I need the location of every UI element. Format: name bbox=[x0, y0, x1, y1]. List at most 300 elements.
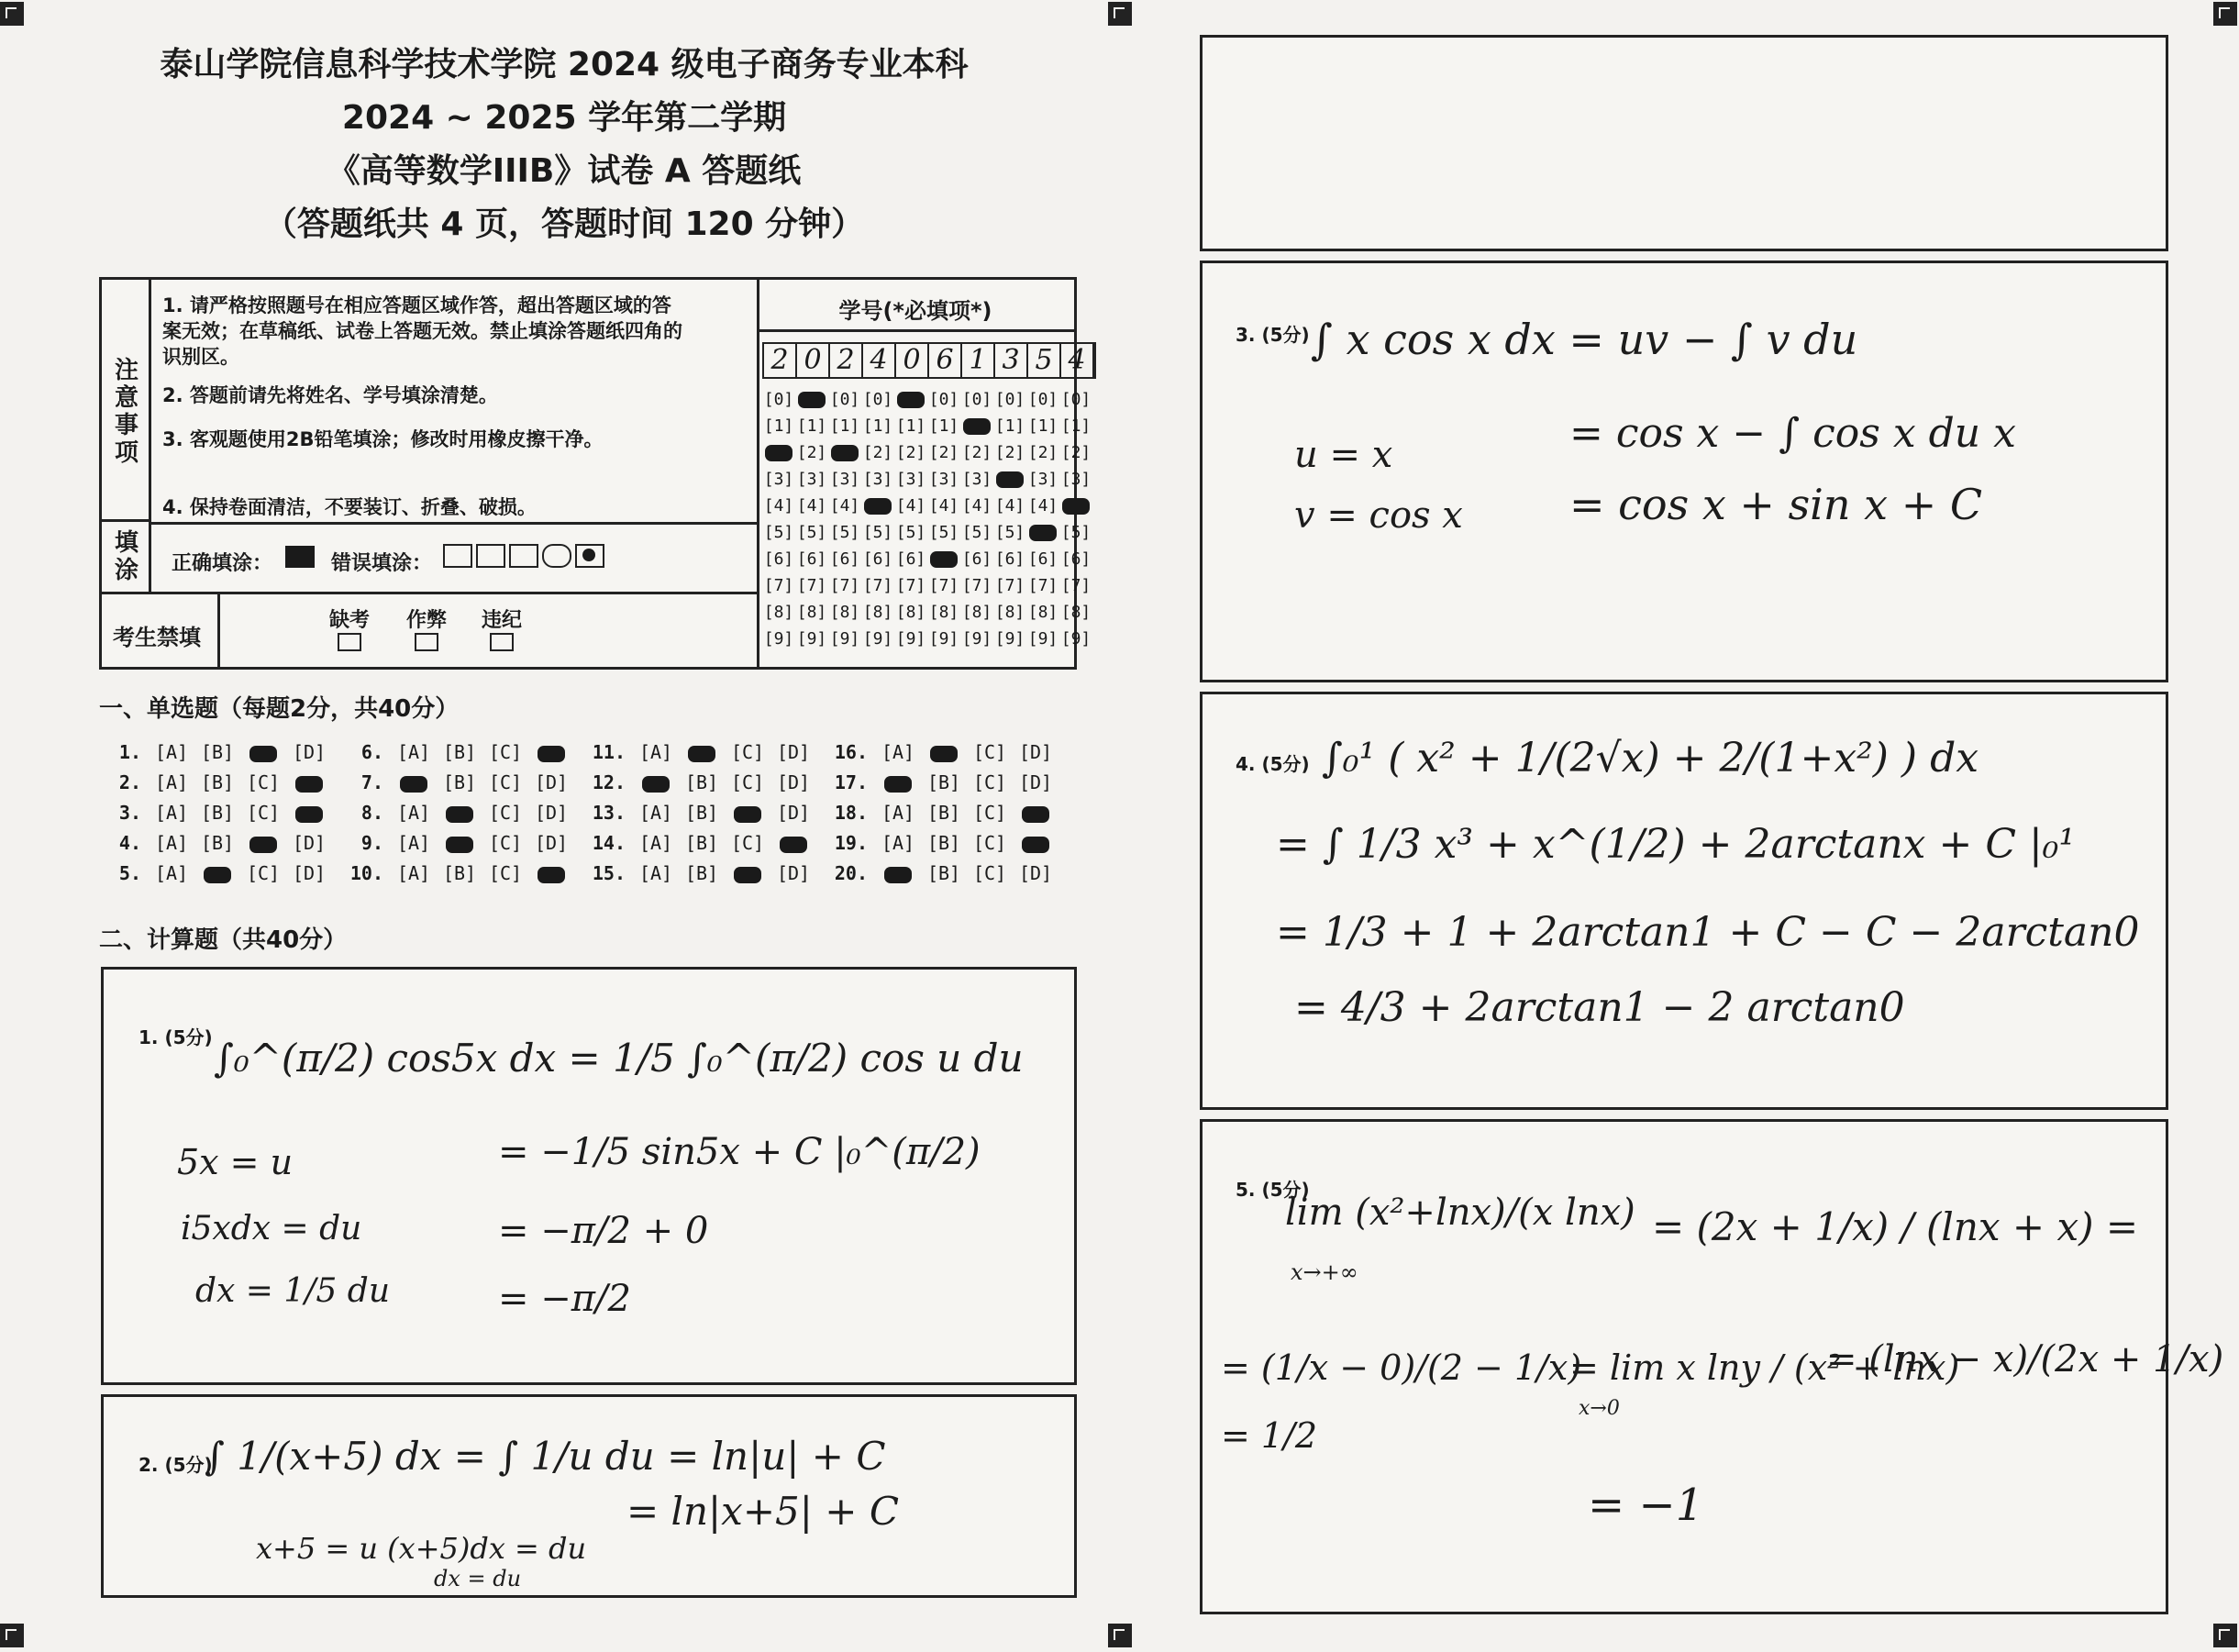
answer-sheet-page-2 bbox=[1119, 0, 2239, 1652]
exam-title-line3: 《高等数学IIIB》试卷 A 答题纸 bbox=[327, 152, 802, 190]
blank-answer-box[interactable] bbox=[1200, 35, 2168, 251]
q3-line: v = cos x bbox=[1294, 494, 1463, 537]
id-bubble[interactable]: [1] bbox=[928, 416, 959, 436]
id-bubble[interactable]: [1] bbox=[994, 416, 1025, 436]
id-bubble[interactable]: [5] bbox=[1060, 523, 1092, 542]
id-bubble-filled[interactable] bbox=[960, 413, 993, 439]
mcq-question-1 bbox=[101, 741, 343, 763]
id-bubble[interactable]: [5] bbox=[862, 523, 893, 542]
id-bubble[interactable]: [7] bbox=[928, 576, 959, 595]
mcq-option[interactable]: [D] bbox=[776, 862, 811, 884]
mcq-option-filled[interactable] bbox=[875, 771, 921, 793]
mcq-option[interactable]: [D] bbox=[776, 802, 811, 824]
q5-line: lim (x²+lnx)/(x lnx) bbox=[1285, 1192, 1635, 1234]
mcq-question-12 bbox=[585, 771, 827, 793]
mcq-option[interactable]: [A] bbox=[154, 862, 189, 884]
mcq-option-filled[interactable] bbox=[240, 741, 286, 763]
mcq-option[interactable]: [A] bbox=[638, 832, 673, 854]
id-bubble[interactable]: [4] bbox=[796, 496, 827, 516]
id-bubble[interactable]: [7] bbox=[895, 576, 926, 595]
mcq-number: 20. bbox=[834, 862, 868, 884]
id-bubble[interactable]: [7] bbox=[796, 576, 827, 595]
mcq-row bbox=[101, 771, 1070, 793]
id-bubble[interactable]: [7] bbox=[763, 576, 794, 595]
mcq-option[interactable]: [C] bbox=[246, 802, 281, 824]
id-bubble[interactable]: [9] bbox=[895, 629, 926, 649]
mcq-number: 17. bbox=[834, 771, 868, 793]
mcq-option-filled[interactable] bbox=[528, 741, 574, 763]
mcq-row bbox=[101, 832, 1070, 854]
student-id-digit: 4 bbox=[863, 344, 896, 377]
mcq-option[interactable]: [D] bbox=[292, 832, 327, 854]
id-bubble[interactable]: [8] bbox=[928, 603, 959, 622]
q1-line: 5x = u bbox=[177, 1142, 294, 1182]
mcq-number: 11. bbox=[592, 741, 626, 763]
mcq-option[interactable]: [C] bbox=[730, 771, 765, 793]
mcq-option-filled[interactable] bbox=[725, 862, 770, 884]
mcq-option[interactable]: [B] bbox=[200, 832, 235, 854]
forbidden-label: 考生禁填 bbox=[113, 625, 201, 650]
student-id-digit: 4 bbox=[1061, 344, 1094, 377]
mcq-option[interactable]: [C] bbox=[730, 741, 765, 763]
q5-line: = (2x + 1/x) / (lnx + x) = bbox=[1652, 1204, 2139, 1249]
cheat-checkbox[interactable] bbox=[415, 633, 438, 651]
q5-line: x→0 bbox=[1579, 1397, 1620, 1420]
mcq-question-7 bbox=[343, 771, 585, 793]
id-bubble[interactable]: [1] bbox=[1060, 416, 1092, 436]
mcq-option[interactable]: [A] bbox=[881, 741, 915, 763]
cheat-label: 作弊 bbox=[406, 609, 448, 632]
id-bubble[interactable]: [8] bbox=[961, 603, 992, 622]
q5-line: = 1/2 bbox=[1221, 1415, 1318, 1456]
mcq-number: 15. bbox=[592, 862, 626, 884]
corner-marker-icon bbox=[1108, 1624, 1132, 1647]
mcq-option[interactable]: [C] bbox=[246, 771, 281, 793]
mcq-option-filled[interactable] bbox=[921, 741, 967, 763]
q4-line: ∫₀¹ ( x² + 1/(2√x) + 2/(1+x²) ) dx bbox=[1322, 735, 1979, 782]
mcq-option[interactable]: [B] bbox=[684, 832, 719, 854]
id-bubble[interactable]: [5] bbox=[763, 523, 794, 542]
section1-title: 一、单选题（每题2分，共40分） bbox=[99, 695, 460, 723]
id-bubble[interactable]: [6] bbox=[796, 549, 827, 569]
q4-label: 4. (5分) bbox=[1236, 753, 1310, 775]
notice-item-3: 3. 客观题使用2B铅笔填涂；修改时用橡皮擦干净。 bbox=[162, 428, 604, 450]
id-bubble[interactable]: [2] bbox=[1060, 443, 1092, 462]
mcq-question-6 bbox=[343, 741, 585, 763]
id-bubble[interactable]: [3] bbox=[928, 470, 959, 489]
id-bubble[interactable]: [2] bbox=[994, 443, 1025, 462]
mcq-option[interactable]: [D] bbox=[292, 741, 327, 763]
id-bubble[interactable]: [3] bbox=[829, 470, 860, 489]
mcq-option-filled[interactable] bbox=[633, 771, 679, 793]
id-bubble-filled[interactable] bbox=[1059, 493, 1092, 519]
mcq-option[interactable]: [A] bbox=[396, 832, 431, 854]
mcq-option-filled[interactable] bbox=[391, 771, 437, 793]
id-bubble[interactable]: [6] bbox=[1060, 549, 1092, 569]
q5-line: x→+∞ bbox=[1291, 1259, 1358, 1285]
mcq-option-filled[interactable] bbox=[1013, 802, 1059, 824]
section2-title: 二、计算题（共40分） bbox=[99, 926, 348, 954]
mcq-number: 2. bbox=[118, 771, 141, 793]
mcq-option[interactable]: [C] bbox=[972, 802, 1007, 824]
mcq-option[interactable]: [B] bbox=[926, 802, 961, 824]
id-bubble[interactable]: [0] bbox=[1027, 390, 1059, 409]
mcq-row bbox=[101, 802, 1070, 824]
mcq-option[interactable]: [D] bbox=[776, 741, 811, 763]
mcq-option[interactable]: [B] bbox=[200, 771, 235, 793]
mcq-option[interactable]: [A] bbox=[638, 741, 673, 763]
mcq-question-16 bbox=[827, 741, 1070, 763]
mcq-number: 14. bbox=[592, 832, 626, 854]
id-bubble[interactable]: [0] bbox=[928, 390, 959, 409]
id-bubble[interactable]: [9] bbox=[928, 629, 959, 649]
mcq-option[interactable]: [C] bbox=[972, 832, 1007, 854]
mcq-option[interactable]: [C] bbox=[972, 741, 1007, 763]
mcq-option[interactable]: [A] bbox=[154, 771, 189, 793]
id-bubble[interactable]: [0] bbox=[763, 390, 794, 409]
q1-answer-box[interactable] bbox=[101, 967, 1077, 1385]
id-bubble[interactable]: [0] bbox=[994, 390, 1025, 409]
q1-line: dx = 1/5 du bbox=[195, 1272, 391, 1310]
mcq-option[interactable]: [D] bbox=[534, 771, 569, 793]
id-bubble[interactable]: [3] bbox=[763, 470, 794, 489]
student-id-digit: 5 bbox=[1028, 344, 1061, 377]
absent-option[interactable] bbox=[329, 604, 370, 657]
id-bubble[interactable]: [4] bbox=[763, 496, 794, 516]
id-bubble[interactable]: [8] bbox=[829, 603, 860, 622]
mcq-option[interactable]: [D] bbox=[534, 832, 569, 854]
id-bubble-filled[interactable] bbox=[927, 546, 960, 572]
mcq-option[interactable]: [B] bbox=[684, 771, 719, 793]
mcq-question-18 bbox=[827, 802, 1070, 824]
id-bubble[interactable]: [2] bbox=[928, 443, 959, 462]
id-bubble[interactable]: [7] bbox=[1060, 576, 1092, 595]
mcq-option[interactable]: [B] bbox=[926, 771, 961, 793]
mcq-number: 16. bbox=[834, 741, 868, 763]
answer-sheet-page-1 bbox=[0, 0, 1119, 1652]
q5-line: = (1/x − 0)/(2 − 1/x) bbox=[1221, 1347, 1582, 1388]
violation-label: 违纪 bbox=[482, 609, 523, 632]
mcq-number: 7. bbox=[360, 771, 383, 793]
mcq-option[interactable]: [A] bbox=[396, 862, 431, 884]
mcq-question-5 bbox=[101, 862, 343, 884]
mcq-question-13 bbox=[585, 802, 827, 824]
wrong-fill-label: 错误填涂： bbox=[331, 552, 433, 575]
id-bubble[interactable]: [8] bbox=[1060, 603, 1092, 622]
q2-label: 2. (5分) bbox=[139, 1454, 213, 1476]
mcq-option-filled[interactable] bbox=[286, 771, 332, 793]
mcq-option[interactable]: [B] bbox=[684, 802, 719, 824]
id-bubble[interactable]: [1] bbox=[763, 416, 794, 436]
corner-marker-icon bbox=[0, 1624, 24, 1647]
id-bubble[interactable]: [9] bbox=[961, 629, 992, 649]
mcq-number: 18. bbox=[834, 802, 868, 824]
mcq-option[interactable]: [C] bbox=[488, 741, 523, 763]
absent-checkbox[interactable] bbox=[338, 633, 361, 651]
notice-item-2: 2. 答题前请先将姓名、学号填涂清楚。 bbox=[162, 384, 498, 406]
mcq-option[interactable]: [A] bbox=[881, 802, 915, 824]
student-id-bubble-grid[interactable] bbox=[762, 386, 1092, 652]
mcq-option-filled[interactable] bbox=[679, 741, 725, 763]
mcq-option[interactable]: [A] bbox=[881, 832, 915, 854]
q4-line: = 1/3 + 1 + 2arctan1 + C − C − 2arctan0 bbox=[1276, 909, 2140, 956]
id-bubble-filled[interactable] bbox=[894, 386, 927, 413]
student-id-digit: 2 bbox=[764, 344, 797, 377]
mcq-option[interactable]: [D] bbox=[1018, 741, 1053, 763]
student-id-digit: 0 bbox=[797, 344, 830, 377]
id-bubble[interactable]: [9] bbox=[994, 629, 1025, 649]
id-bubble[interactable]: [1] bbox=[1027, 416, 1059, 436]
q5-answer-box[interactable] bbox=[1200, 1119, 2224, 1614]
mcq-option[interactable]: [A] bbox=[396, 741, 431, 763]
q3-line: ∫ x cos x dx = uv − ∫ v du bbox=[1311, 315, 1858, 364]
q1-line: i5xdx = du bbox=[181, 1210, 362, 1247]
mcq-option[interactable]: [D] bbox=[292, 862, 327, 884]
mcq-option[interactable]: [B] bbox=[926, 832, 961, 854]
notice-label: 注意事项 bbox=[114, 357, 139, 467]
student-id-digit: 2 bbox=[830, 344, 863, 377]
mcq-option-filled[interactable] bbox=[770, 832, 816, 854]
mcq-number: 1. bbox=[118, 741, 141, 763]
q3-answer-box[interactable] bbox=[1200, 261, 2168, 682]
student-id-written bbox=[762, 342, 1096, 379]
id-bubble[interactable]: [6] bbox=[1027, 549, 1059, 569]
id-bubble[interactable]: [4] bbox=[895, 496, 926, 516]
q2-line: dx = du bbox=[434, 1566, 522, 1591]
mcq-option-filled[interactable] bbox=[286, 802, 332, 824]
notice-item-1: 1. 请严格按照题号在相应答题区域作答，超出答题区域的答案无效；在草稿纸、试卷上答题无效。禁止填涂答题纸四角的识别区。 bbox=[162, 294, 682, 368]
id-bubble[interactable]: [3] bbox=[961, 470, 992, 489]
id-bubble[interactable]: [7] bbox=[994, 576, 1025, 595]
q5-label: 5. (5分) bbox=[1236, 1179, 1310, 1201]
mcq-option-filled[interactable] bbox=[240, 832, 286, 854]
cheat-option[interactable] bbox=[406, 604, 447, 657]
mcq-option[interactable]: [C] bbox=[972, 771, 1007, 793]
mcq-option[interactable]: [C] bbox=[488, 832, 523, 854]
id-bubble[interactable]: [4] bbox=[961, 496, 992, 516]
mcq-question-3 bbox=[101, 802, 343, 824]
id-bubble[interactable]: [7] bbox=[829, 576, 860, 595]
mcq-option[interactable]: [A] bbox=[638, 802, 673, 824]
id-bubble[interactable]: [6] bbox=[862, 549, 893, 569]
student-id-digit: 0 bbox=[896, 344, 929, 377]
id-bubble[interactable]: [8] bbox=[895, 603, 926, 622]
id-bubble[interactable]: [5] bbox=[994, 523, 1025, 542]
q4-line: = ∫ 1/3 x³ + x^(1/2) + 2arctanx + C |₀¹ bbox=[1276, 821, 2076, 868]
mcq-option[interactable]: [B] bbox=[200, 741, 235, 763]
id-bubble-filled[interactable] bbox=[1026, 519, 1059, 546]
mcq-option[interactable]: [B] bbox=[442, 862, 477, 884]
id-bubble[interactable]: [6] bbox=[961, 549, 992, 569]
mcq-option[interactable]: [C] bbox=[972, 862, 1007, 884]
q5-line: = −1 bbox=[1588, 1480, 1704, 1531]
id-bubble-filled[interactable] bbox=[828, 439, 861, 466]
id-bubble-filled[interactable] bbox=[861, 493, 894, 519]
id-bubble-filled[interactable] bbox=[795, 386, 828, 413]
id-bubble[interactable]: [9] bbox=[1060, 629, 1092, 649]
id-bubble-filled[interactable] bbox=[762, 439, 795, 466]
id-bubble-filled[interactable] bbox=[993, 466, 1026, 493]
id-bubble[interactable]: [5] bbox=[829, 523, 860, 542]
id-bubble[interactable]: [5] bbox=[895, 523, 926, 542]
violation-checkbox[interactable] bbox=[490, 633, 514, 651]
id-bubble[interactable]: [3] bbox=[862, 470, 893, 489]
q3-line: = cos x + sin x + C bbox=[1569, 480, 1983, 529]
mcq-option[interactable]: [A] bbox=[638, 862, 673, 884]
id-bubble[interactable]: [1] bbox=[895, 416, 926, 436]
student-id-digit: 3 bbox=[995, 344, 1028, 377]
id-bubble[interactable]: [9] bbox=[796, 629, 827, 649]
mcq-row bbox=[101, 862, 1070, 884]
id-bubble[interactable]: [8] bbox=[1027, 603, 1059, 622]
mcq-option[interactable]: [B] bbox=[200, 802, 235, 824]
id-bubble[interactable]: [8] bbox=[796, 603, 827, 622]
id-bubble[interactable]: [1] bbox=[796, 416, 827, 436]
id-bubble[interactable]: [0] bbox=[961, 390, 992, 409]
mcq-number: 19. bbox=[834, 832, 868, 854]
id-bubble[interactable]: [9] bbox=[862, 629, 893, 649]
id-bubble[interactable]: [6] bbox=[895, 549, 926, 569]
q2-line: = ln|x+5| + C bbox=[626, 1489, 899, 1534]
mcq-question-8 bbox=[343, 802, 585, 824]
violation-option[interactable] bbox=[482, 604, 522, 657]
mcq-number: 13. bbox=[592, 802, 626, 824]
mcq-option[interactable]: [A] bbox=[154, 802, 189, 824]
id-bubble[interactable]: [6] bbox=[994, 549, 1025, 569]
id-bubble[interactable]: [3] bbox=[1060, 470, 1092, 489]
mcq-option[interactable]: [C] bbox=[730, 832, 765, 854]
corner-marker-icon bbox=[1108, 2, 1132, 26]
id-bubble[interactable]: [3] bbox=[1027, 470, 1059, 489]
id-bubble[interactable]: [2] bbox=[796, 443, 827, 462]
id-bubble[interactable]: [0] bbox=[1060, 390, 1092, 409]
q3-line: u = x bbox=[1294, 434, 1393, 476]
q1-line: = −π/2 bbox=[498, 1278, 631, 1320]
mcq-option[interactable]: [C] bbox=[488, 802, 523, 824]
correct-fill-label: 正确填涂： bbox=[172, 552, 273, 575]
mcq-option-filled[interactable] bbox=[528, 862, 574, 884]
mcq-option[interactable]: [C] bbox=[488, 862, 523, 884]
mcq-question-19 bbox=[827, 832, 1070, 854]
corner-marker-icon bbox=[2213, 1624, 2237, 1647]
mcq-option-filled[interactable] bbox=[437, 832, 482, 854]
id-bubble[interactable]: [1] bbox=[862, 416, 893, 436]
mcq-option[interactable]: [A] bbox=[396, 802, 431, 824]
id-bubble[interactable]: [9] bbox=[829, 629, 860, 649]
mcq-option[interactable]: [B] bbox=[442, 771, 477, 793]
correct-fill-sample bbox=[285, 546, 315, 568]
mcq-option[interactable]: [D] bbox=[776, 771, 811, 793]
mcq-question-10 bbox=[343, 862, 585, 884]
student-id-title: 学号(*必填项*) bbox=[838, 298, 992, 324]
id-bubble[interactable]: [5] bbox=[928, 523, 959, 542]
exam-title-line1: 泰山学院信息科学技术学院 2024 级电子商务专业本科 bbox=[160, 46, 969, 83]
id-bubble[interactable]: [8] bbox=[763, 603, 794, 622]
q1-line: ∫₀^(π/2) cos5x dx = 1/5 ∫₀^(π/2) cos u du bbox=[214, 1036, 1024, 1081]
mcq-question-11 bbox=[585, 741, 827, 763]
mcq-option[interactable]: [B] bbox=[684, 862, 719, 884]
mcq-option[interactable]: [B] bbox=[926, 862, 961, 884]
id-bubble[interactable]: [5] bbox=[796, 523, 827, 542]
mcq-option[interactable]: [A] bbox=[154, 832, 189, 854]
id-bubble[interactable]: [4] bbox=[1027, 496, 1059, 516]
mcq-option[interactable]: [D] bbox=[534, 802, 569, 824]
fill-label: 填涂 bbox=[114, 529, 139, 584]
exam-title-line2: 2024 ~ 2025 学年第二学期 bbox=[341, 99, 787, 137]
mcq-number: 12. bbox=[592, 771, 626, 793]
student-id-digit: 1 bbox=[962, 344, 995, 377]
id-bubble[interactable]: [9] bbox=[1027, 629, 1059, 649]
id-bubble[interactable]: [6] bbox=[829, 549, 860, 569]
mcq-option-filled[interactable] bbox=[725, 802, 770, 824]
mcq-number: 10. bbox=[349, 862, 383, 884]
q1-label: 1. (5分) bbox=[139, 1026, 213, 1048]
mcq-question-14 bbox=[585, 832, 827, 854]
notice-item-4: 4. 保持卷面清洁，不要装订、折叠、破损。 bbox=[162, 496, 537, 518]
mcq-option[interactable]: [A] bbox=[154, 741, 189, 763]
id-bubble[interactable]: [5] bbox=[961, 523, 992, 542]
id-bubble[interactable]: [0] bbox=[829, 390, 860, 409]
mcq-option-filled[interactable] bbox=[194, 862, 240, 884]
mcq-option[interactable]: [D] bbox=[1018, 862, 1053, 884]
id-bubble[interactable]: [4] bbox=[829, 496, 860, 516]
id-bubble[interactable]: [0] bbox=[862, 390, 893, 409]
mcq-option[interactable]: [C] bbox=[246, 862, 281, 884]
id-bubble[interactable]: [7] bbox=[1027, 576, 1059, 595]
id-bubble[interactable]: [9] bbox=[763, 629, 794, 649]
id-bubble[interactable]: [3] bbox=[796, 470, 827, 489]
id-bubble[interactable]: [6] bbox=[763, 549, 794, 569]
student-id-digit: 6 bbox=[929, 344, 962, 377]
mcq-question-9 bbox=[343, 832, 585, 854]
q2-line: x+5 = u (x+5)dx = du bbox=[256, 1531, 587, 1566]
q5-line: = (lnx − x)/(2x + 1/x) bbox=[1826, 1338, 2224, 1380]
mcq-option[interactable]: [B] bbox=[442, 741, 477, 763]
mcq-number: 5. bbox=[118, 862, 141, 884]
corner-marker-icon bbox=[0, 2, 24, 26]
q4-answer-box[interactable] bbox=[1200, 692, 2168, 1110]
mcq-option[interactable]: [C] bbox=[488, 771, 523, 793]
mcq-option-filled[interactable] bbox=[437, 802, 482, 824]
id-bubble[interactable]: [2] bbox=[895, 443, 926, 462]
mcq-option-filled[interactable] bbox=[1013, 832, 1059, 854]
mcq-option-filled[interactable] bbox=[875, 862, 921, 884]
q1-line: = −1/5 sin5x + C |₀^(π/2) bbox=[498, 1131, 981, 1173]
id-bubble[interactable]: [2] bbox=[1027, 443, 1059, 462]
id-bubble[interactable]: [4] bbox=[928, 496, 959, 516]
id-bubble[interactable]: [2] bbox=[961, 443, 992, 462]
mcq-option[interactable]: [D] bbox=[1018, 771, 1053, 793]
mcq-number: 8. bbox=[360, 802, 383, 824]
corner-marker-icon bbox=[2213, 2, 2237, 26]
q2-answer-box[interactable] bbox=[101, 1394, 1077, 1598]
q2-line: ∫ 1/(x+5) dx = ∫ 1/u du = ln|u| + C bbox=[205, 1434, 886, 1479]
id-bubble[interactable]: [3] bbox=[895, 470, 926, 489]
id-bubble[interactable]: [2] bbox=[862, 443, 893, 462]
id-bubble[interactable]: [1] bbox=[829, 416, 860, 436]
absent-label: 缺考 bbox=[329, 609, 371, 632]
id-bubble[interactable]: [7] bbox=[862, 576, 893, 595]
q1-line: = −π/2 + 0 bbox=[498, 1210, 709, 1252]
mcq-question-17 bbox=[827, 771, 1070, 793]
id-bubble[interactable]: [8] bbox=[862, 603, 893, 622]
id-bubble[interactable]: [4] bbox=[994, 496, 1025, 516]
id-bubble[interactable]: [8] bbox=[994, 603, 1025, 622]
mcq-number: 9. bbox=[360, 832, 383, 854]
id-bubble[interactable]: [7] bbox=[961, 576, 992, 595]
mcq-question-4 bbox=[101, 832, 343, 854]
q5-line: = lim x lny / (x² + lnx) bbox=[1569, 1347, 1960, 1388]
